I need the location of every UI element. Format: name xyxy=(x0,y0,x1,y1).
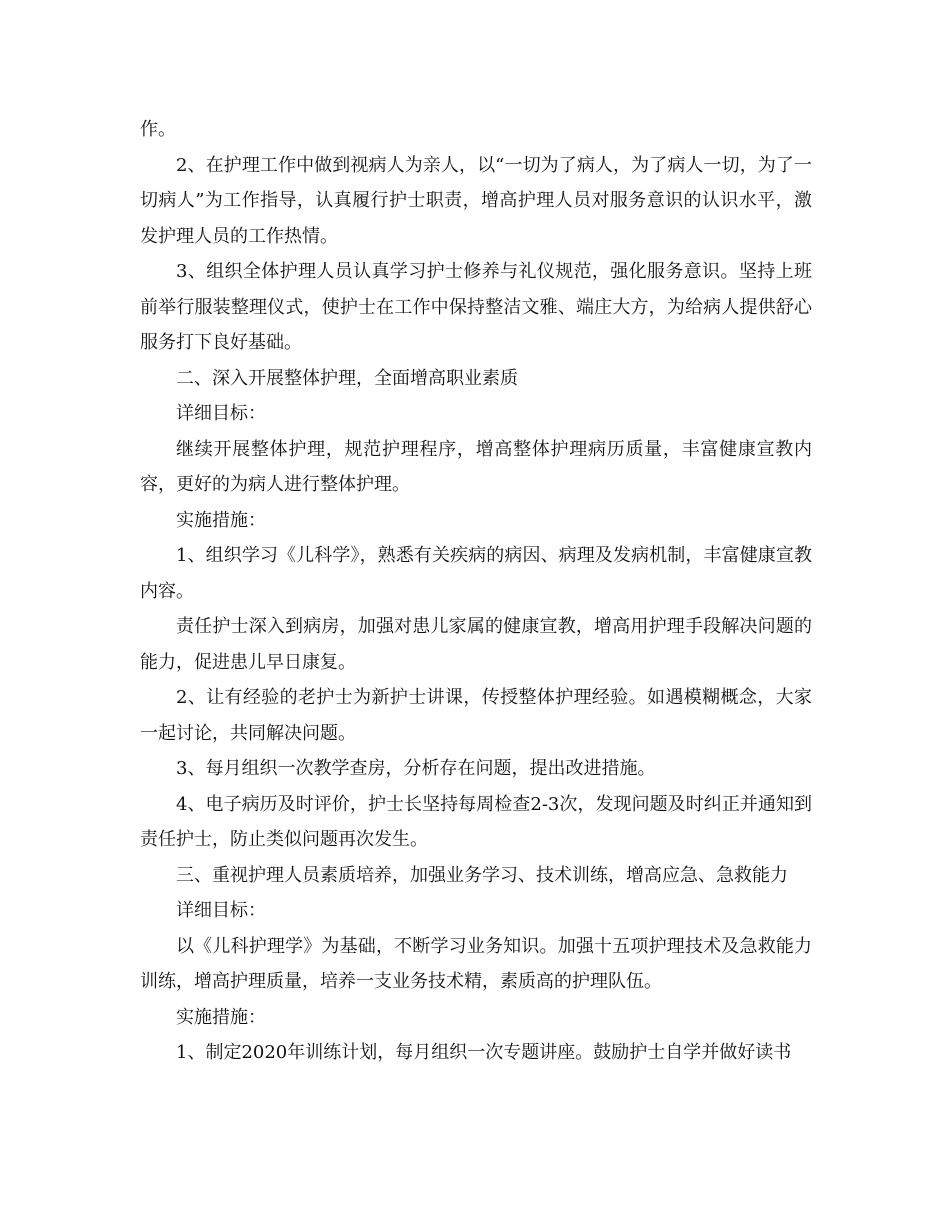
paragraph: 2、让有经验的老护士为新护士讲课，传授整体护理经验。如遇模糊概念，大家一起讨论，共同解决问题。 xyxy=(140,687,812,744)
subheading: 详细目标： xyxy=(176,403,266,424)
section-heading: 三、重视护理人员素质培养，加强业务学习、技术训练，增高应急、急救能力 xyxy=(176,864,788,886)
paragraph: 责任护士深入到病房，加强对患儿家属的健康宣教，增高用护理手段解决问题的能力，促进患儿早日康复。 xyxy=(140,616,812,673)
paragraph: 2、在护理工作中做到视病人为亲人，以“一切为了病人，为了病人一切，为了一切病人”为工作指导，认真履行护士职责，增高护理人员对服务意识的认识水平，激发护理人员的工作热情。 xyxy=(140,154,812,247)
paragraph: 3、组织全体护理人员认真学习护士修养与礼仪规范，强化服务意识。坚持上班前举行服装整理仪式，使护士在工作中保持整洁文雅、端庄大方，为给病人提供舒心服务打下良好基础。 xyxy=(140,261,812,353)
paragraph: 作。 xyxy=(140,119,176,140)
subheading: 实施措施： xyxy=(176,509,266,531)
subheading: 实施措施： xyxy=(176,1006,266,1028)
paragraph: 1、组织学习《儿科学》，熟悉有关疾病的病因、病理及发病机制，丰富健康宣教内容。 xyxy=(140,545,812,602)
subheading: 详细目标： xyxy=(176,900,266,921)
paragraph: 4、电子病历及时评价，护士长坚持每周检查2-3次，发现问题及时纠正并通知到责任护士，防止类似问题再次发生。 xyxy=(140,793,812,850)
section-heading: 二、深入开展整体护理，全面增高职业素质 xyxy=(176,367,518,389)
paragraph: 1、制定2020年训练计划，每月组织一次专题讲座。鼓励护士自学并做好读书 xyxy=(176,1042,792,1063)
document-body xyxy=(140,112,812,1071)
paragraph: 以《儿科护理学》为基础，不断学习业务知识。加强十五项护理技术及急救能力训练，增高护理质量，培养一支业务技术精，素质高的护理队伍。 xyxy=(140,935,812,992)
paragraph: 继续开展整体护理，规范护理程序，增高整体护理病历质量，丰富健康宣教内容，更好的为病人进行整体护理。 xyxy=(140,438,812,495)
paragraph: 3、每月组织一次教学查房，分析存在问题，提出改进措施。 xyxy=(176,758,656,779)
